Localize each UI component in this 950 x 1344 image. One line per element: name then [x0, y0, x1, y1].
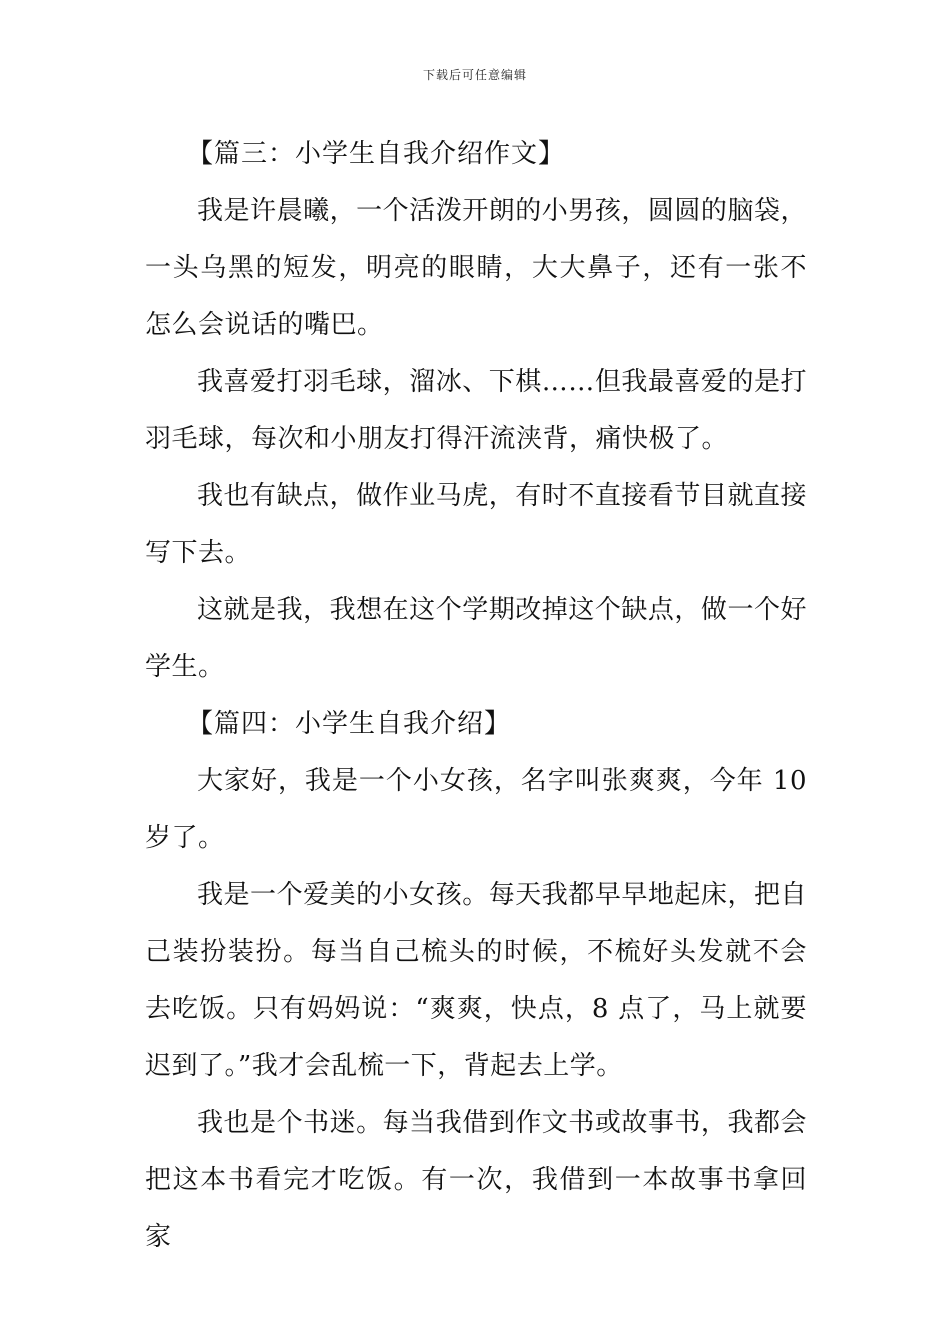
- paragraph: 我是一个爱美的小女孩。每天我都早早地起床，把自己装扮装扮。每当自己梳头的时候，不梳好头发就不会去吃饭。只有妈妈说：“爽爽，快点，8 点了，马上就要迟到了。”我才会乱梳一下，背起去上学。: [145, 880, 807, 1081]
- section-heading-3: 【篇三：小学生自我介绍作文】: [187, 139, 566, 169]
- paragraph: 我喜爱打羽毛球，溜冰、下棋……但我最喜爱的是打羽毛球，每次和小朋友打得汗流浃背，痛快极了。: [145, 367, 807, 454]
- paragraph: 大家好，我是一个小女孩，名字叫张爽爽，今年 10 岁了。: [145, 766, 807, 853]
- paragraph: 这就是我，我想在这个学期改掉这个缺点，做一个好学生。: [145, 595, 807, 682]
- paragraph: 我也是个书迷。每当我借到作文书或故事书，我都会把这本书看完才吃饭。有一次，我借到一本故事书拿回家: [145, 1108, 807, 1252]
- paragraph: 我是许晨曦，一个活泼开朗的小男孩，圆圆的脑袋，一头乌黑的短发，明亮的眼睛，大大鼻子，还有一张不怎么会说话的嘴巴。: [145, 196, 807, 340]
- paragraph: 我也有缺点，做作业马虎，有时不直接看节目就直接写下去。: [145, 481, 807, 568]
- document-body: [145, 126, 807, 1266]
- section-heading-4: 【篇四：小学生自我介绍】: [187, 709, 512, 739]
- page-header-note: 下载后可任意编辑: [422, 68, 527, 82]
